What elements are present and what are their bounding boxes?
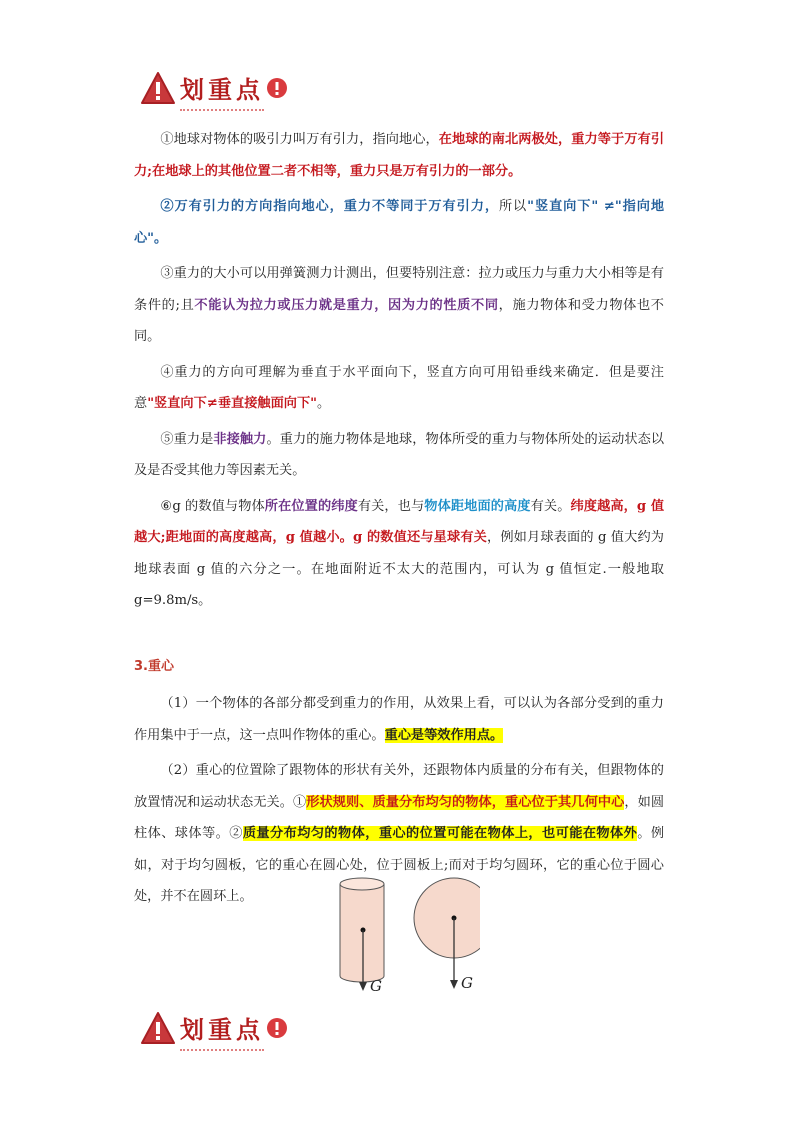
text-run: 所以 bbox=[498, 199, 528, 214]
banner-title: 划重点 bbox=[180, 70, 264, 105]
warning-triangle-icon bbox=[140, 71, 176, 105]
text-run: 所在位置的纬度 bbox=[264, 498, 358, 514]
text-run: ，例如月球表面的 g 值大约为地球表面 g 值的六分之一。在地面附近不太大的范围内，可认为 g 值恒定.一般地取 g=9.8m/s。 bbox=[134, 530, 664, 608]
text-run: 。重力的施力物体是地球，物体所受的重力与物体所处的运动状态以及是否受其他力等因素无关。 bbox=[134, 431, 665, 478]
text-run: ⑤重力是 bbox=[160, 431, 214, 447]
text-run: 纬度越高，g 值越大;距地面的高度越高，g 值越小。g 的数值还与星球有关 bbox=[134, 498, 665, 545]
text-run: 非接触力 bbox=[213, 431, 267, 447]
document-body bbox=[134, 124, 664, 917]
text-run: ①地球对物体的吸引力叫万有引力，指向地心， bbox=[160, 132, 439, 147]
text-run: 在地球的南北两极处，重力等于万有引力;在地球上的其他位置二者不相等，重力只是万有引力的一部分。 bbox=[134, 132, 665, 179]
text-run: "竖直向下≠垂直接触面向下" bbox=[147, 396, 318, 411]
banner-title: 划重点 bbox=[180, 1010, 264, 1045]
key-points-banner-2 bbox=[140, 1010, 288, 1045]
gravity-label-left: G bbox=[370, 977, 382, 995]
section-heading: 3.重心 bbox=[134, 658, 174, 674]
text-run: 不能认为拉力或压力就是重力，因为力的性质不同 bbox=[194, 297, 499, 313]
text-run: 有关。 bbox=[530, 498, 571, 514]
text-run: ②万有引力的方向指向地心，重力不等同于万有引力， bbox=[160, 199, 499, 214]
text-run: （1）一个物体的各部分都受到重力的作用，从效果上看，可以认为各部分受到的重力作用集中于一点，这一点叫作物体的重心。 bbox=[134, 696, 664, 743]
center-of-gravity-figure bbox=[330, 876, 480, 996]
warning-triangle-icon bbox=[140, 1011, 176, 1045]
text-run: 重心是等效作用点。 bbox=[384, 727, 504, 743]
text-run: ④重力的方向可理解为垂直于水平面向下，竖直方向可用铅垂线来确定．但是要注意 bbox=[134, 364, 664, 411]
text-run: 。 bbox=[317, 396, 331, 411]
paragraph bbox=[134, 424, 664, 487]
text-run: 有关，也与 bbox=[357, 498, 425, 514]
exclamation-circle-icon bbox=[266, 1017, 288, 1039]
paragraph bbox=[134, 191, 664, 254]
key-points-list bbox=[134, 124, 664, 617]
text-run: "竖直向下" ≠"指向地心"。 bbox=[134, 199, 665, 246]
disk-figure bbox=[414, 878, 480, 989]
paragraph bbox=[134, 491, 664, 617]
key-points-banner bbox=[140, 70, 288, 105]
cylinder-figure bbox=[340, 878, 384, 991]
paragraph bbox=[134, 688, 664, 751]
text-run: （2）重心的位置除了跟物体的形状有关外，还跟物体内质量的分布有关，但跟物体的放置情况和运动状态无关。① bbox=[134, 763, 664, 810]
text-run: ，施力物体和受力物体也不同。 bbox=[134, 297, 664, 344]
text-run: 。例如，对于均匀圆板，它的重心在圆心处，位于圆板上;而对于均匀圆环，它的重心位于圆心处，并不在圆环上。 bbox=[134, 826, 665, 904]
text-run: ⑥g 的数值与物体 bbox=[160, 498, 265, 514]
text-run: 物体距地面的高度 bbox=[424, 498, 531, 514]
paragraph bbox=[134, 258, 664, 353]
text-run: 形状规则、质量分布均匀的物体，重心位于其几何中心 bbox=[306, 794, 625, 810]
gravity-label-right: G bbox=[461, 974, 473, 992]
exclamation-circle-icon bbox=[266, 77, 288, 99]
text-run: 质量分布均匀的物体，重心的位置可能在物体上，也可能在物体外 bbox=[242, 826, 638, 841]
text-run: ，如圆柱体、球体等。② bbox=[134, 794, 665, 841]
paragraph bbox=[134, 124, 664, 187]
text-run: ③重力的大小可以用弹簧测力计测出，但要特别注意：拉力或压力与重力大小相等是有条件的;且 bbox=[134, 266, 664, 313]
paragraph bbox=[134, 357, 664, 420]
